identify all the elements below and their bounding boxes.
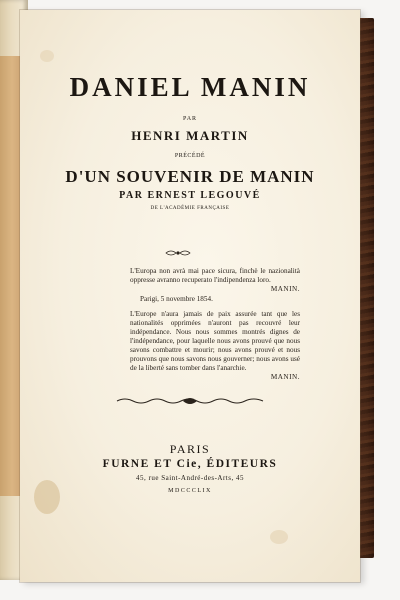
epigraph-french-text: L'Europe n'aura jamais de paix assurée tant que les nationalités opprimées n'auront pas recouvré leur indépendance. Nous nous sommes montrés dignes de l'indépendance, pour laquelle nous avons prouvé que nous savons combattre et mourir; nous avons prouvé et nous prouvons que nous savons nous gouverner; nous avons usé de la liberté sans tomber dans l'anarchie. <box>130 310 300 372</box>
ornament-icon <box>165 248 191 258</box>
subtitle: D'UN SOUVENIR DE MANIN <box>65 167 315 186</box>
epigraph-italian <box>130 267 300 304</box>
imprint-address: 45, rue Saint-André-des-Arts, 45 <box>136 474 244 482</box>
by-line: PAR ERNEST LEGOUVÉ <box>119 190 261 201</box>
epigraph-french-signature: MANIN. <box>270 373 300 381</box>
book-title: DANIEL MANIN <box>69 72 311 102</box>
epigraph-italian-signature: MANIN. <box>270 285 300 293</box>
imprint-city: PARIS <box>169 442 211 456</box>
title-page <box>20 10 360 582</box>
academy-line: DE L'ACADÉMIE FRANÇAISE <box>150 206 230 211</box>
decorative-rule-icon <box>115 394 265 408</box>
epigraph-french <box>130 310 300 382</box>
imprint-year: MDCCCLIX <box>168 488 212 494</box>
foxing-stain <box>40 50 54 62</box>
epigraph-italian-text: L'Europa non avrà mai pace sicura, finchè le nazionalità oppresse avranno recuperato l'indipendenza loro. <box>130 267 300 284</box>
imprint-publisher: FURNE ET Cie, ÉDITEURS <box>102 458 278 470</box>
foxing-stain <box>270 530 288 544</box>
epigraph-italian-date: Parigi, 5 novembre 1854. <box>140 295 213 303</box>
par-label: PAR <box>182 116 198 122</box>
preceded-label: PRÉCÉDÉ <box>174 153 206 159</box>
foxing-stain <box>34 480 60 514</box>
author-name: HENRI MARTIN <box>131 128 249 143</box>
